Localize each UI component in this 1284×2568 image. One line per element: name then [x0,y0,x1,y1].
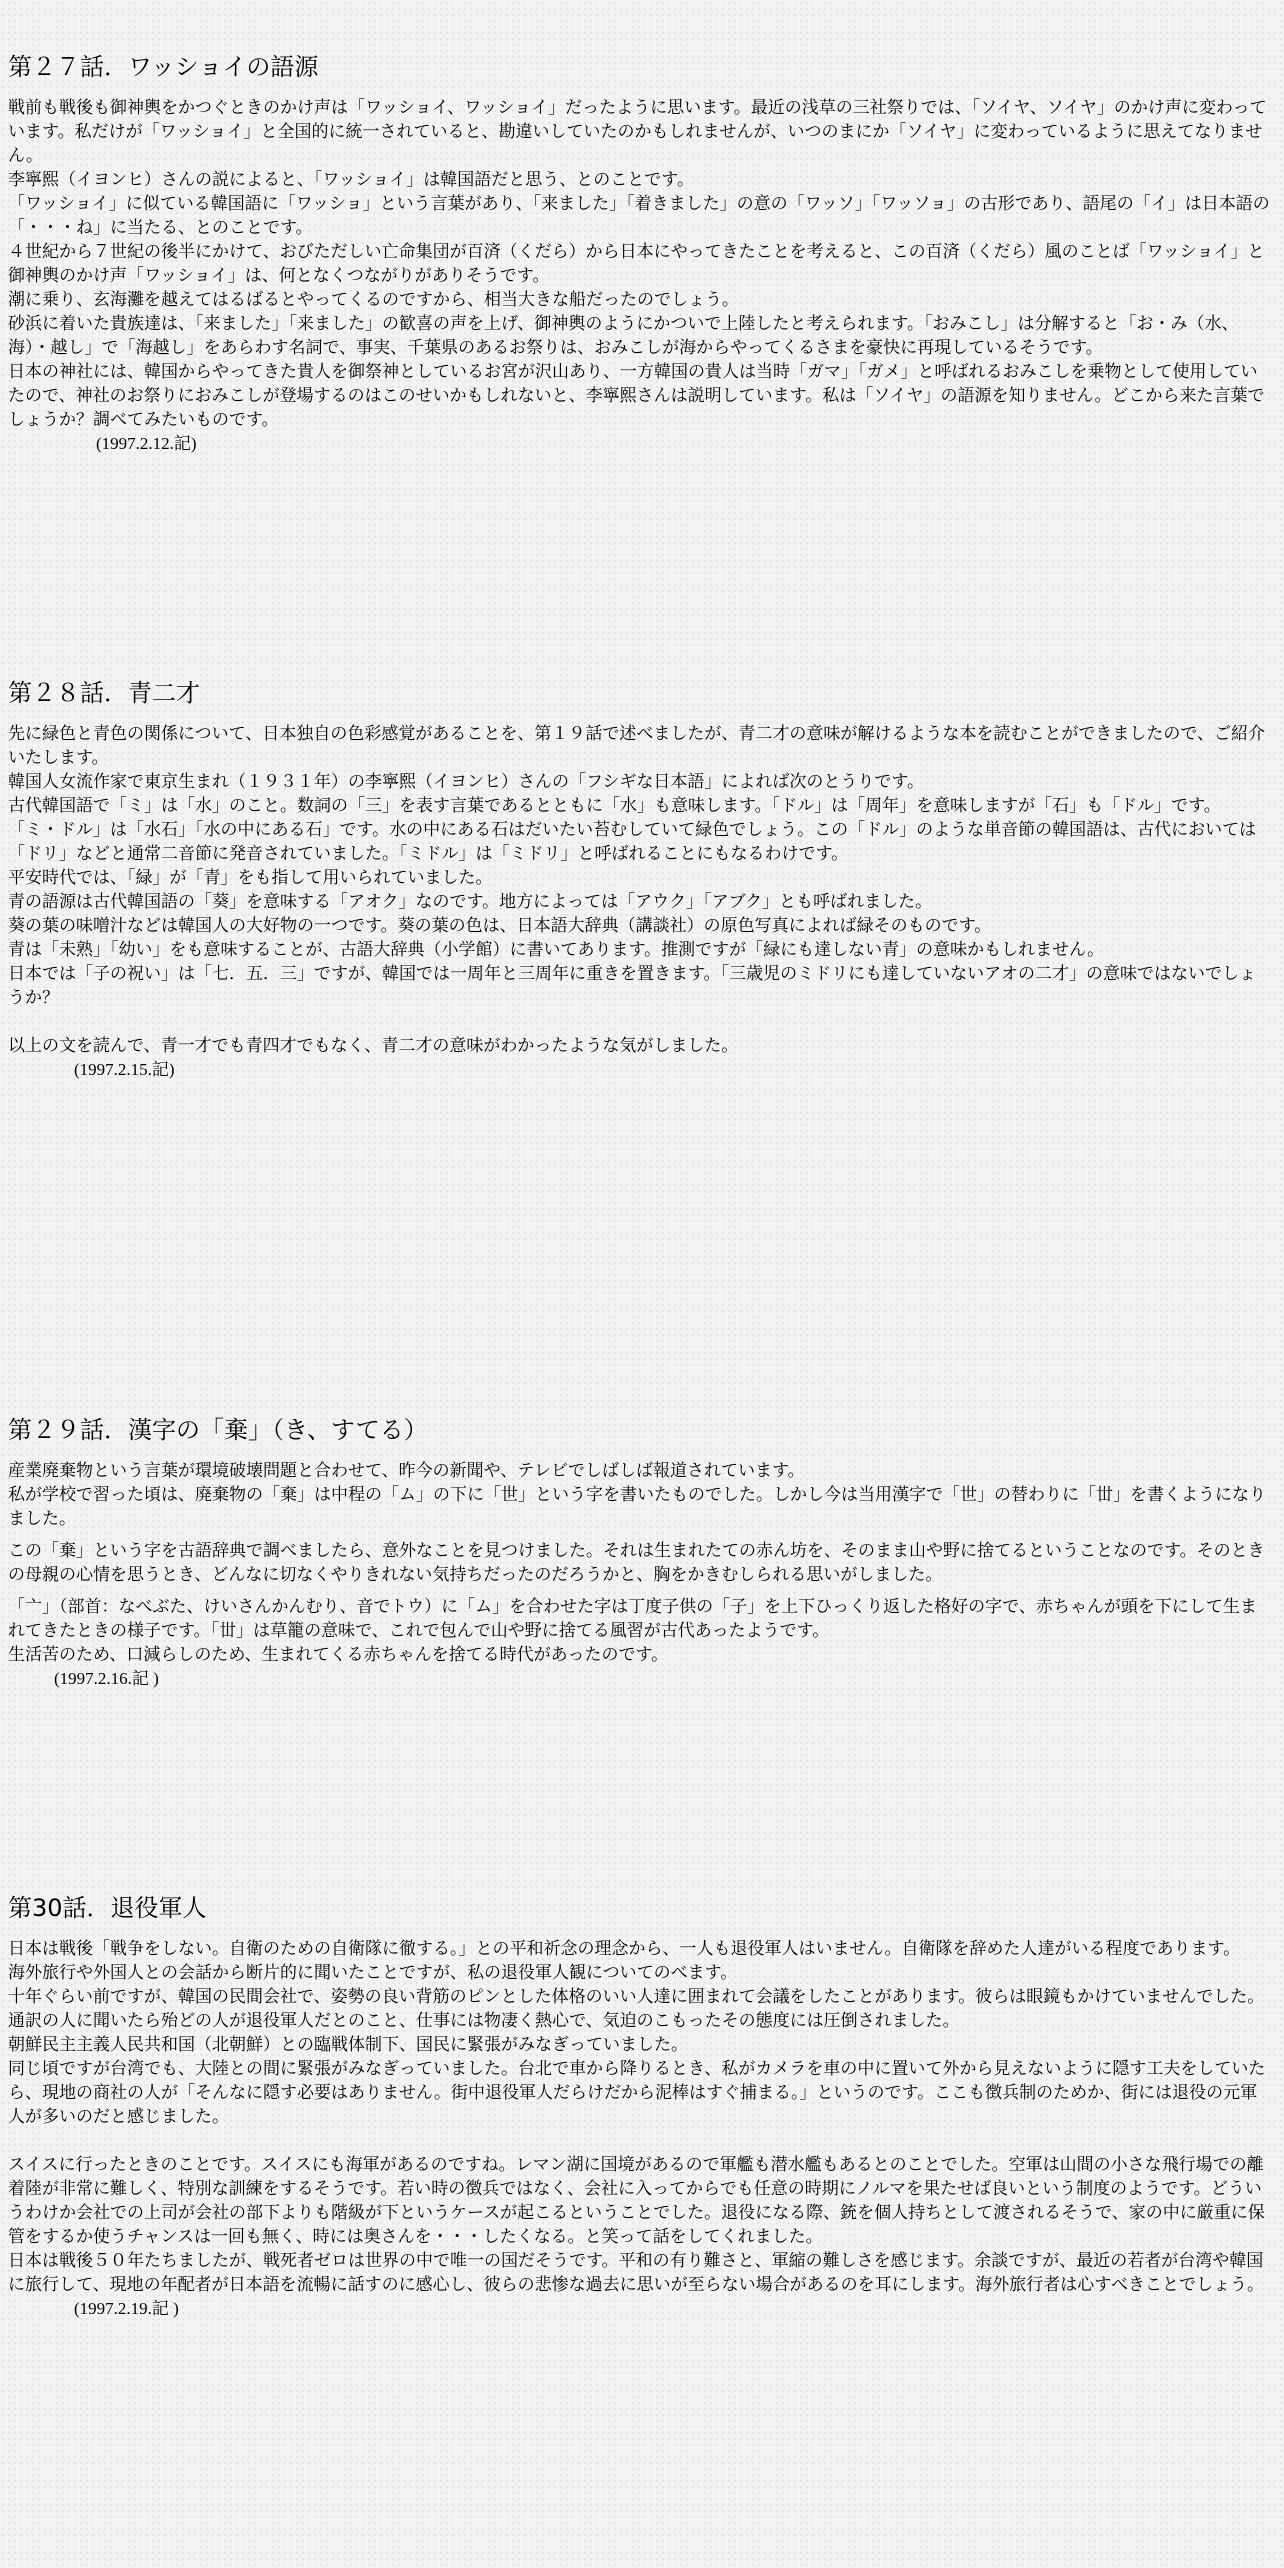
section-title: 第30話．退役軍人 [8,1894,207,1922]
paragraph: 日本では「子の祝い」は「七．五．三」ですが、韓国では一周年と三周年に重きを置きます。「三歳児のミドリにも達していないアオの二才」の意味ではないでしょうか？ [8,964,1256,1008]
paragraph: 私が学校で習った頃は、廃棄物の「棄」は中程の「ム」の下に「世」という字を書いたものでした。しかし今は当用漢字で「世」の替わりに「丗」を書くようになりました。 [8,1485,1266,1529]
paragraph: 産業廃棄物という言葉が環境破壊問題と合わせて、昨今の新聞や、テレビでしばしば報道されています。 [8,1461,805,1481]
paragraph: 平安時代では、「緑」が「青」をも指して用いられていました。 [8,868,493,888]
paragraph: 「亠」（部首：なべぶた、けいさんかんむり、音でトウ）に「ム」を合わせた字は丁度子供の「子」を上下ひっくり返した格好の字で、赤ちゃんが頭を下にして生まれてきたときの様子です。「丗」は草籠の意味で、これで包んで山や野に捨てる風習が古代あったようです。 [8,1597,1257,1641]
paragraph: 潮に乗り、玄海灘を越えてはるばるとやってくるのですから、相当大きな船だったのでしょう。 [8,290,739,310]
date-note: (1997.2.15.記) [74,1060,175,1079]
section-30 [8,1893,1270,2321]
paragraph: スイスに行ったときのことです。スイスにも海軍があるのですね。レマン湖に国境があるので軍艦も潜水艦もあるとのことでした。空軍は山間の小さな飛行場での離着陸が非常に難しく、特別な訓練をするそうです。若い時の徴兵ではなく、会社に入ってからでも任意の時期にノルマを果たせば良いという制度のようです。どういうわけか会社での上司が会社の部下よりも階級が下というケースが起こるということでした。退役になる際、銃を個人持ちとして渡されるそうで、家の中に厳重に保管をするか使うチャンスは一回も無く、時には奥さんを・・・したくなる。と笑って話をしてくれました。 [8,2155,1265,2247]
date-note: (1997.2.19.記 ) [74,2299,179,2318]
paragraph: ４世紀から７世紀の後半にかけて、おびただしい亡命集団が百済（くだら）から日本にやってきたことを考えると、この百済（くだら）風のことば「ワッショイ」と御神輿のかけ声「ワッショイ」は、何となくつながりがありそうです。 [8,242,1265,286]
section-title: 第２８話．青二才 [8,679,200,707]
paragraph: 青は「未熟」「幼い」をも意味することが、古語大辞典（小学館）に書いてあります。推測ですが「緑にも達しない青」の意味かもしれません。 [8,940,1105,960]
paragraph: 「ミ・ドル」は「水石」「水の中にある石」です。水の中にある石はだいたい苔むしていて緑色でしょう。この「ドル」のような単音節の韓国語は、古代においては「ドリ」などと通常二音節に発音されていました。「ミドル」は「ミドリ」と呼ばれることにもなるわけです。 [8,820,1257,864]
section-title: 第２７話．ワッショイの語源 [8,53,319,81]
paragraph: 日本は戦後「戦争をしない。自衛のための自衛隊に徹する。」との平和祈念の理念から、一人も退役軍人はいません。自衛隊を辞めた人達がいる程度であります。 [8,1939,1241,1959]
paragraph: 十年ぐらい前ですが、韓国の民間会社で、姿勢の良い背筋のピンとした体格のいい人達に囲まれて会議をしたことがあります。彼らは眼鏡もかけていませんでした。通訳の人に聞いたら殆どの人が退役軍人だとのこと、仕事には物凄く熱心で、気迫のこもったその態度には圧倒されました。 [8,1987,1265,2031]
section-28 [8,678,1270,1082]
paragraph: 砂浜に着いた貴族達は、「来ました」「来ました」の歓喜の声を上げ、御神輿のようにかついで上陸したと考えられます。「おみこし」は分解すると「お・み（水、海）・越し」で「海越し」をあらわす名詞で、事実、千葉県のあるお祭りは、おみこしが海からやってくるさまを豪快に再現しているそうです。 [8,314,1239,358]
section-body [8,1459,1270,1691]
paragraph: 「ワッショイ」に似ている韓国語に「ワッショ」という言葉があり、「来ました」「着きました」の意の「ワッソ」「ワッソョ」の古形であり、語尾の「イ」は日本語の「・・・ね」に当たる、とのことです。 [8,194,1270,238]
paragraph: 日本は戦後５０年たちましたが、戦死者ゼロは世界の中で唯一の国だそうです。平和の有り難さと、軍縮の難しさを感じます。余談ですが、最近の若者が台湾や韓国に旅行して、現地の年配者が日本語を流暢に話すのに感心し、彼らの悲惨な過去に思いが至らない場合があるのを耳にします。海外旅行者は心すべきことでしょう。 [8,2251,1264,2295]
paragraph: 朝鮮民主主義人民共和国（北朝鮮）との臨戦体制下、国民に緊張がみなぎっていました。 [8,2035,688,2055]
paragraph: 戦前も戦後も御神輿をかつぐときのかけ声は「ワッショイ、ワッショイ」だったように思います。最近の浅草の三社祭りでは、「ソイヤ、ソイヤ」のかけ声に変わっています。私だけが「ワッショイ」と全国的に統一されていると、勘違いしていたのかもしれませんが、いつのまにか「ソイヤ」に変わっているように思えてなりません。 [8,98,1267,166]
paragraph: 先に緑色と青色の関係について、日本独自の色彩感覚があることを、第１９話で述べましたが、青二才の意味が解けるような本を読むことができましたので、ご紹介いたします。 [8,724,1265,768]
section-body [8,1937,1270,2321]
paragraph: 日本の神社には、韓国からやってきた貴人を御祭神としているお宮が沢山あり、一方韓国の貴人は当時「ガマ」「ガメ」と呼ばれるおみこしを乗物として使用していたので、神社のお祭りにおみこしが登場するのはこのせいかもしれないと、李寧熙さんは説明しています。私は「ソイヤ」の語源を知りません。どこから来た言葉でしょうか？調べてみたいものです。 [8,362,1265,430]
date-note: (1997.2.12.記) [96,434,197,453]
section-body [8,96,1270,456]
date-note: (1997.2.16.記 ) [54,1669,159,1688]
paragraph: 青の語源は古代韓国語の「葵」を意味する「アオク」なのです。地方によっては「アウク」「アブク」とも呼ばれました。 [8,892,933,912]
paragraph: この「棄」という字を古語辞典で調べましたら、意外なことを見つけました。それは生まれたての赤ん坊を、そのまま山や野に捨てるということなのです。そのときの母親の心情を思うとき、どんなに切なくやりきれない気持ちだったのだろうかと、胸をかきむしられる思いがしました。 [8,1541,1265,1585]
section-body [8,722,1270,1082]
section-title: 第２９話．漢字の「棄」（き、すてる） [8,1416,428,1444]
paragraph: 李寧熙（イヨンヒ）さんの説によると、「ワッショイ」は韓国語だと思う、とのことです。 [8,170,694,190]
paragraph: 葵の葉の味噌汁などは韓国人の大好物の一つです。葵の葉の色は、日本語大辞典（講談社）の原色写真によれば緑そのものです。 [8,916,992,936]
paragraph: 海外旅行や外国人との会話から断片的に聞いたことですが、私の退役軍人観についてのべます。 [8,1963,738,1983]
paragraph: 同じ頃ですが台湾でも、大陸との間に緊張がみなぎっていました。台北で車から降りるとき、私がカメラを車の中に置いて外から見えないように隠す工夫をしていたら、現地の商社の人が「そんなに隠す必要はありません。街中退役軍人だらけだから泥棒はすぐ捕まる。」というのです。ここも徴兵制のためか、街には退役の元軍人が多いのだと感じました。 [8,2059,1266,2127]
section-27 [8,52,1270,456]
paragraph: 韓国人女流作家で東京生まれ（１９３１年）の李寧熙（イヨンヒ）さんの「フシギな日本語」によれば次のとうりです。 [8,772,924,792]
paragraph: 古代韓国語で「ミ」は「水」のこと。数詞の「三」を表す言葉であるとともに「水」も意味します。「ドル」は「周年」を意味しますが「石」も「ドル」です。 [8,796,1221,816]
paragraph: 生活苦のため、口減らしのため、生まれてくる赤ちゃんを捨てる時代があったのです。 [8,1645,669,1665]
paragraph: 以上の文を読んで、青一才でも青四才でもなく、青二才の意味がわかったような気がしました。 [8,1036,739,1056]
section-29 [8,1415,1270,1691]
